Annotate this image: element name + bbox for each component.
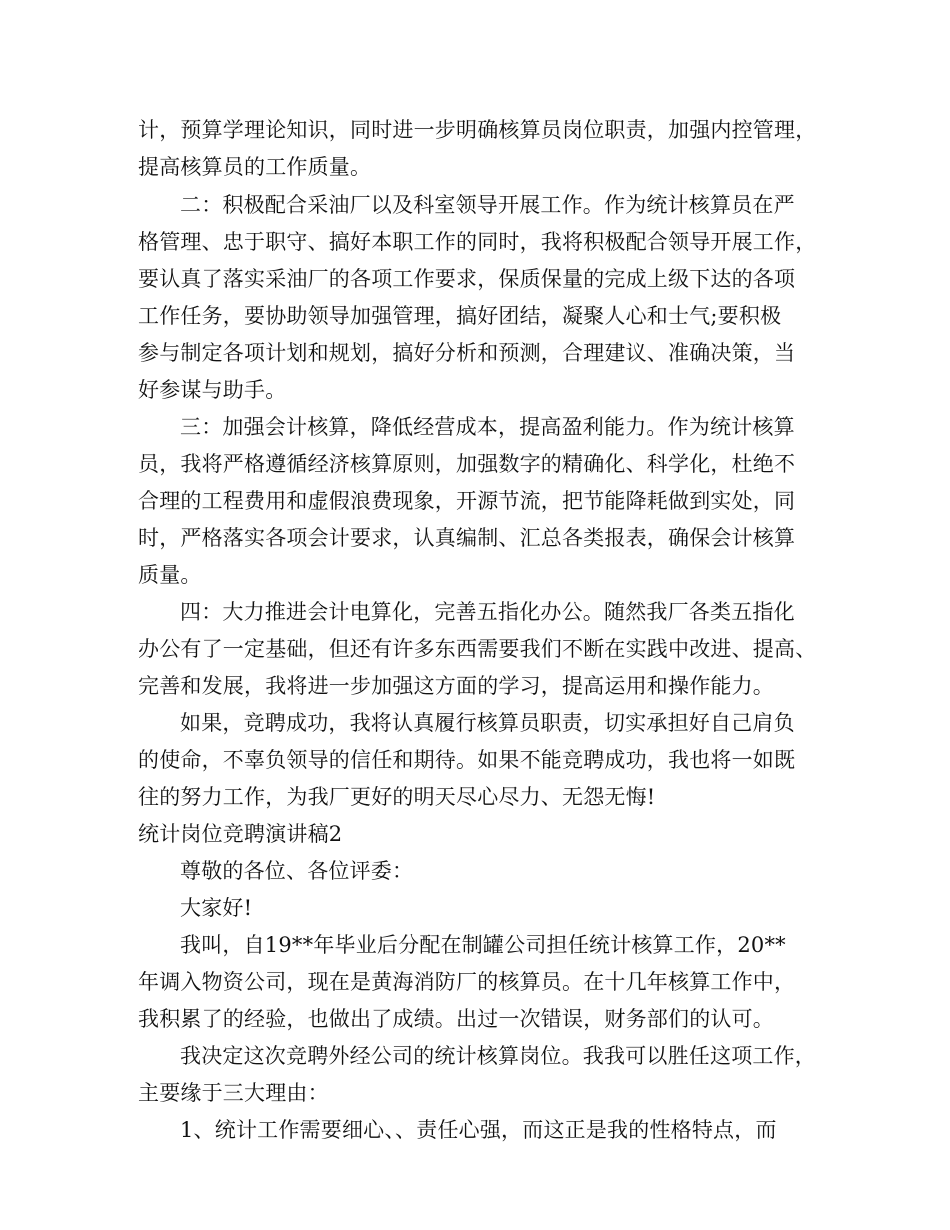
text-line: 往的努力工作，为我厂更好的明天尽心尽力、无怨无悔!: [138, 785, 656, 809]
text-line: 我积累了的经验，也做出了成绩。出过一次错误，财务部们的认可。: [138, 1007, 774, 1031]
text-line: 主要缘于三大理由：: [138, 1081, 329, 1105]
text-line: 完善和发展，我将进一步加强这方面的学习，提高运用和操作能力。: [138, 674, 774, 698]
text-line: 参与制定各项计划和规划，搞好分析和预测，合理建议、准确决策，当: [138, 341, 796, 365]
section-heading: 统计岗位竞聘演讲稿2: [138, 822, 343, 846]
text-line: 二：积极配合采油厂以及科室领导开展工作。作为统计核算员在严: [180, 193, 795, 217]
text-line: 好参谋与助手。: [138, 378, 287, 402]
text-line: 员，我将严格遵循经济核算原则，加强数字的精确化、科学化，杜绝不: [138, 452, 796, 476]
text-line: 我决定这次竞聘外经公司的统计核算岗位。我我可以胜任这项工作，: [180, 1044, 816, 1068]
text-line: 年调入物资公司，现在是黄海消防厂的核算员。在十几年核算工作中，: [138, 970, 796, 994]
text-line: 1、统计工作需要细心、、责任心强，而这正是我的性格特点，而: [180, 1118, 777, 1142]
text-line: 三：加强会计核算，降低经营成本，提高盈利能力。作为统计核算: [180, 415, 795, 439]
text-line: 大家好!: [180, 896, 253, 920]
text-line: 合理的工程费用和虚假浪费现象，开源节流，把节能降耗做到实处，同: [138, 489, 796, 513]
text-line: 时，严格落实各项会计要求，认真编制、汇总各类报表，确保会计核算: [138, 526, 796, 550]
text-line: 的使命，不辜负领导的信任和期待。如果不能竞聘成功，我也将一如既: [138, 748, 796, 772]
text-line: 质量。: [138, 563, 202, 587]
text-line: 办公有了一定基础，但还有许多东西需要我们不断在实践中改进、提高、: [138, 637, 817, 661]
text-line: 如果，竞聘成功，我将认真履行核算员职责，切实承担好自己肩负: [180, 711, 795, 735]
text-line: 我叫，自19**年毕业后分配在制罐公司担任统计核算工作，20**: [180, 933, 786, 957]
text-line: 格管理、忠于职守、搞好本职工作的同时，我将积极配合领导开展工作，: [138, 230, 817, 254]
text-line: 要认真了落实采油厂的各项工作要求，保质保量的完成上级下达的各项: [138, 267, 796, 291]
text-line: 四：大力推进会计电算化，完善五指化办公。随然我厂各类五指化: [180, 600, 795, 624]
text-line: 提高核算员的工作质量。: [138, 155, 372, 179]
text-line: 尊敬的各位、各位评委：: [180, 859, 414, 883]
text-line: 工作任务，要协助领导加强管理，搞好团结，凝聚人心和士气;要积极: [138, 304, 782, 328]
text-line: 计，预算学理论知识，同时进一步明确核算员岗位职责，加强内控管理，: [138, 118, 817, 142]
